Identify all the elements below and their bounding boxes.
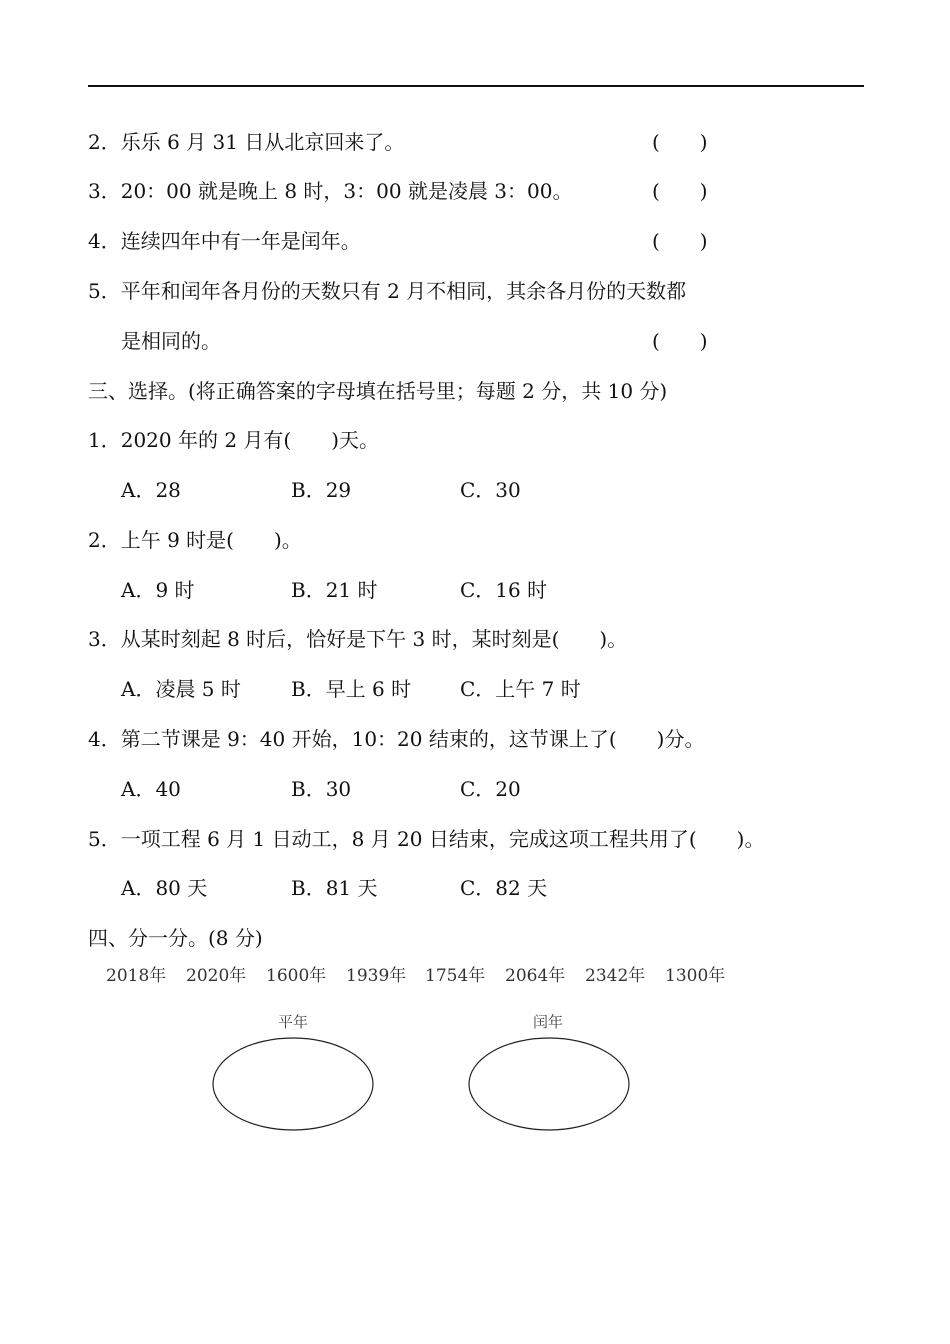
mc3-option-a[interactable]: A．凌晨 5 时 xyxy=(121,677,241,701)
mc1-option-a[interactable]: A．28 xyxy=(121,478,181,502)
mc5-option-a[interactable]: A．80 天 xyxy=(121,876,208,900)
tf-answer-2[interactable]: ( ) xyxy=(652,130,708,154)
section4-title: 四、分一分。(8 分) xyxy=(88,926,263,950)
mc5-option-c[interactable]: C．82 天 xyxy=(460,876,548,900)
common-year-label: 平年 xyxy=(278,1013,309,1031)
mc-question-3: 3．从某时刻起 8 时后，恰好是下午 3 时，某时刻是( )。 xyxy=(88,627,628,651)
section3-title: 三、选择。(将正确答案的字母填在括号里；每题 2 分，共 10 分) xyxy=(88,379,668,403)
tf-item-4: 4．连续四年中有一年是闰年。 xyxy=(88,229,361,253)
mc5-option-b[interactable]: B．81 天 xyxy=(291,876,378,900)
mc2-option-b[interactable]: B．21 时 xyxy=(291,578,378,602)
mc2-option-c[interactable]: C．16 时 xyxy=(460,578,548,602)
year-item[interactable]: 1754年 xyxy=(425,966,486,986)
mc3-option-b[interactable]: B．早上 6 时 xyxy=(291,677,412,701)
tf-item-5-continued: 是相同的。 xyxy=(121,329,221,353)
tf-answer-4[interactable]: ( ) xyxy=(652,229,708,253)
mc-question-2: 2．上午 9 时是( )。 xyxy=(88,528,302,552)
top-rule xyxy=(88,85,864,87)
year-item[interactable]: 1300年 xyxy=(665,966,726,986)
year-item[interactable]: 1939年 xyxy=(346,966,407,986)
leap-year-oval[interactable] xyxy=(469,1038,629,1130)
mc2-option-a[interactable]: A．9 时 xyxy=(121,578,195,602)
mc-question-5: 5．一项工程 6 月 1 日动工，8 月 20 日结束，完成这项工程共用了( )。 xyxy=(88,827,765,851)
mc1-option-c[interactable]: C．30 xyxy=(460,478,521,502)
year-item[interactable]: 2342年 xyxy=(585,966,646,986)
mc4-option-c[interactable]: C．20 xyxy=(460,777,521,801)
common-year-oval[interactable] xyxy=(213,1038,373,1130)
mc1-option-b[interactable]: B．29 xyxy=(291,478,352,502)
year-item[interactable]: 1600年 xyxy=(266,966,327,986)
mc4-option-a[interactable]: A．40 xyxy=(121,777,181,801)
tf-answer-3[interactable]: ( ) xyxy=(652,179,708,203)
tf-item-2: 2．乐乐 6 月 31 日从北京回来了。 xyxy=(88,130,405,154)
year-item[interactable]: 2018年 xyxy=(106,966,167,986)
year-item[interactable]: 2020年 xyxy=(186,966,247,986)
mc4-option-b[interactable]: B．30 xyxy=(291,777,352,801)
tf-answer-5[interactable]: ( ) xyxy=(652,329,708,353)
leap-year-label: 闰年 xyxy=(533,1013,564,1031)
tf-item-5: 5．平年和闰年各月份的天数只有 2 月不相同，其余各月份的天数都 xyxy=(88,279,687,303)
sorting-ovals xyxy=(200,1030,650,1140)
year-item[interactable]: 2064年 xyxy=(505,966,566,986)
mc-question-1: 1．2020 年的 2 月有( )天。 xyxy=(88,428,380,452)
mc3-option-c[interactable]: C．上午 7 时 xyxy=(460,677,581,701)
mc-question-4: 4．第二节课是 9：40 开始，10：20 结束的，这节课上了( )分。 xyxy=(88,727,705,751)
tf-item-3: 3．20：00 就是晚上 8 时，3：00 就是凌晨 3：00。 xyxy=(88,179,573,203)
